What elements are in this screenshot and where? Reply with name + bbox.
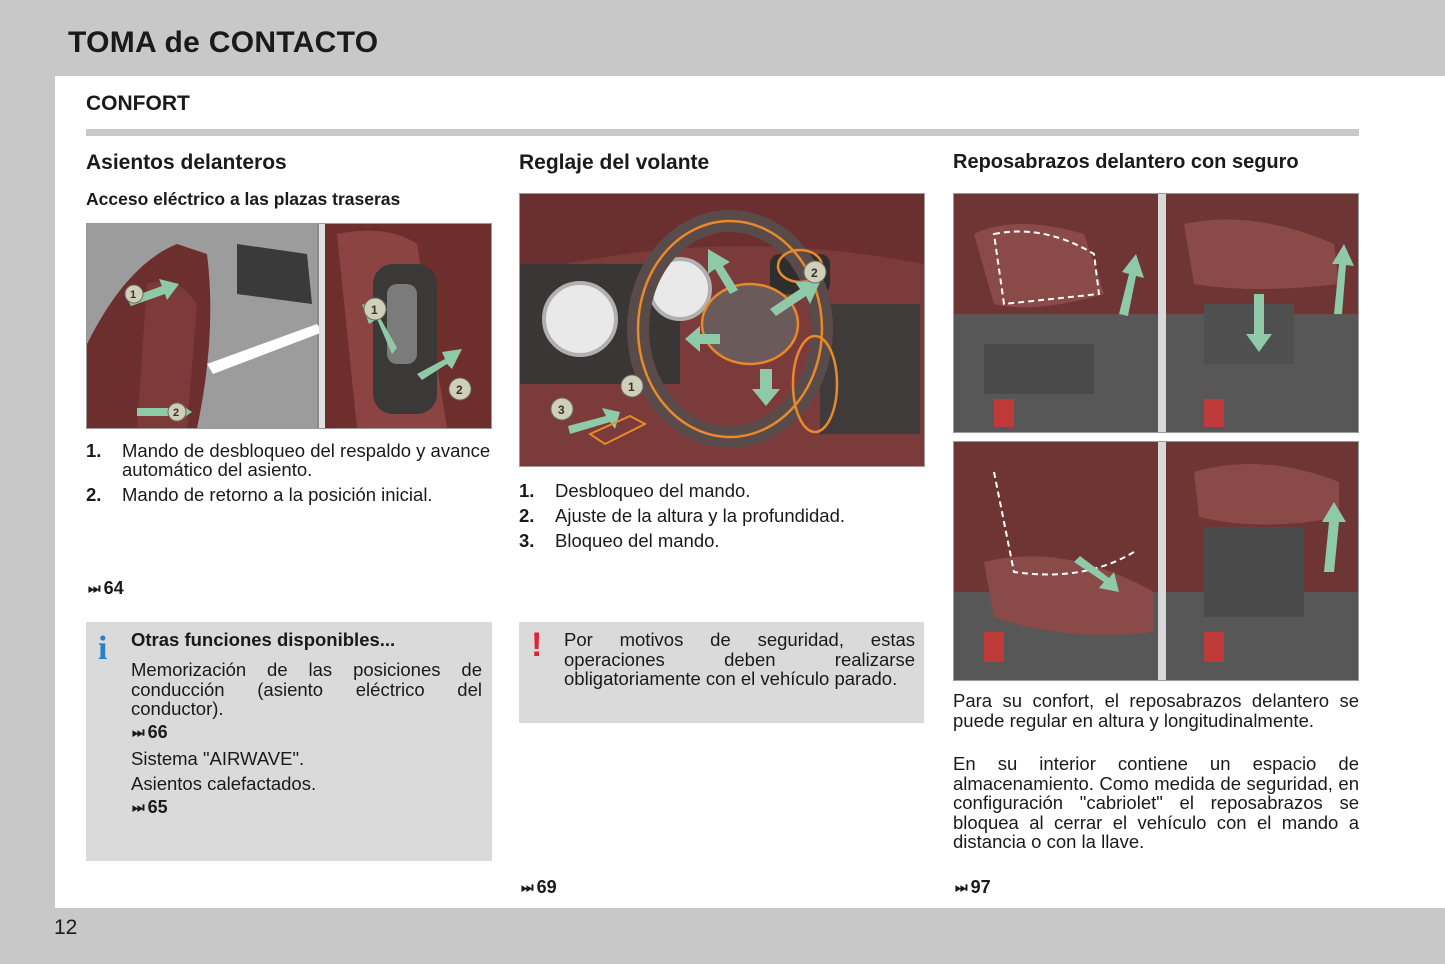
page-reference[interactable]: ⏭ 65 (132, 797, 168, 817)
section-divider (86, 129, 1359, 136)
list-item: 1. Desbloqueo del mando. (519, 480, 751, 501)
seat-controls-list (86, 441, 492, 510)
list-item: 2. Mando de retorno a la posición inicial. (86, 484, 433, 505)
armrest-illustration-top (953, 193, 1359, 433)
page-reference[interactable]: ⏭ 64 (88, 578, 124, 598)
skip-forward-icon: ⏭ (521, 879, 531, 895)
page-title: TOMA de CONTACTO (68, 26, 379, 59)
info-text-airwave: Sistema "AIRWAVE". (131, 748, 305, 769)
svg-text:1: 1 (371, 303, 378, 317)
front-seats-heading: Asientos delanteros (86, 151, 287, 174)
page-reference[interactable]: ⏭ 97 (955, 877, 991, 897)
warning-text: Por motivos de seguridad, estas operaciones deben realizarse obligatoriamente con el vehículo parado. (564, 629, 915, 689)
list-item: 1. Mando de desbloqueo del respaldo y avance automático del asiento. (86, 440, 491, 480)
warning-box (519, 622, 924, 723)
steering-steps-list (519, 481, 925, 556)
skip-forward-icon: ⏭ (88, 580, 98, 596)
page-reference[interactable]: ⏭ 66 (132, 722, 168, 742)
skip-forward-icon: ⏭ (132, 799, 142, 815)
skip-forward-icon: ⏭ (955, 879, 965, 895)
armrest-illustration-bottom (953, 441, 1359, 681)
svg-text:2: 2 (173, 407, 180, 419)
warning-icon: ! (531, 626, 543, 664)
info-text-memory: Memorización de las posiciones de conducción (asiento eléctrico del conductor). (131, 659, 482, 719)
steering-illustration (519, 193, 925, 467)
armrest-paragraph-1: Para su confort, el reposabrazos delantero se puede regular en altura y longitudinalmente. (953, 690, 1359, 731)
armrest-paragraph-2: En su interior contiene un espacio de almacenamiento. Como medida de seguridad, en configuración "cabriolet" el reposabrazos se bloquea al cerrar el vehículo con el mando a distancia o con la llave. (953, 753, 1359, 852)
svg-text:2: 2 (811, 266, 818, 280)
rear-access-subheading: Acceso eléctrico a las plazas traseras (86, 189, 401, 209)
svg-text:3: 3 (558, 403, 565, 417)
page-number: 12 (54, 916, 78, 939)
section-title: CONFORT (86, 92, 190, 115)
list-item: 3. Bloqueo del mando. (519, 530, 720, 551)
info-title: Otras funciones disponibles... (131, 629, 396, 650)
info-text-heated-seats: Asientos calefactados. (131, 773, 317, 794)
info-icon: i (98, 630, 108, 667)
seat-illustration (86, 223, 492, 429)
list-item: 2. Ajuste de la altura y la profundidad. (519, 505, 846, 526)
page-reference[interactable]: ⏭ 69 (521, 877, 557, 897)
info-box (86, 622, 492, 861)
svg-text:1: 1 (130, 289, 137, 301)
steering-heading: Reglaje del volante (519, 151, 710, 174)
skip-forward-icon: ⏭ (132, 724, 142, 740)
armrest-heading: Reposabrazos delantero con seguro (953, 151, 1299, 173)
svg-text:2: 2 (456, 383, 463, 397)
svg-text:1: 1 (628, 380, 635, 394)
